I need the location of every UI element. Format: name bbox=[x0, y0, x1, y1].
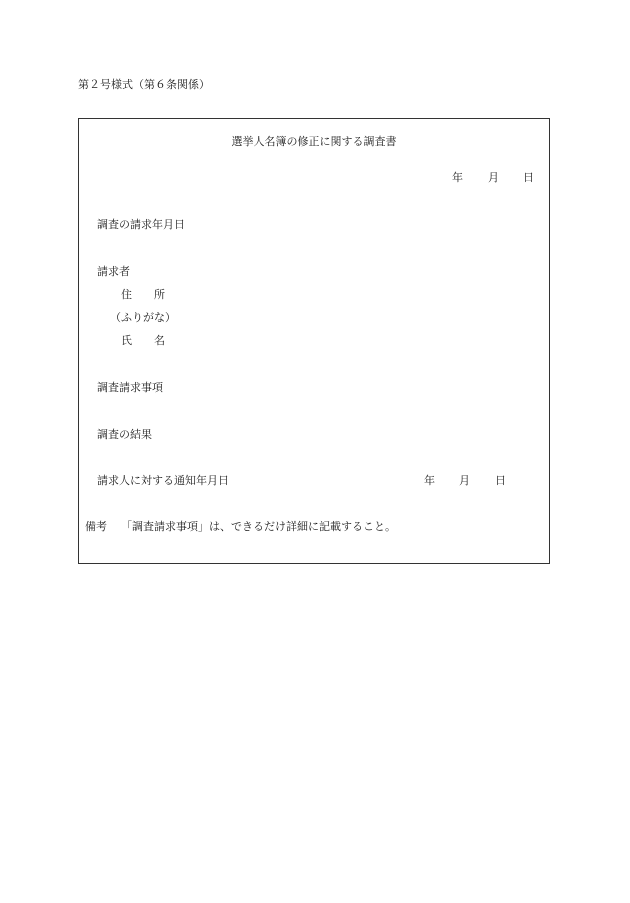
header-date-month: 月 bbox=[488, 171, 499, 184]
form-box bbox=[78, 118, 550, 564]
notice-date-day: 日 bbox=[495, 474, 506, 487]
field-request-date: 調査の請求年月日 bbox=[97, 218, 185, 231]
field-requester: 請求者 bbox=[97, 265, 130, 278]
field-request-matters: 調査請求事項 bbox=[97, 381, 163, 394]
field-notice-date: 請求人に対する通知年月日 bbox=[97, 474, 229, 487]
form-title: 選挙人名簿の修正に関する調査書 bbox=[231, 135, 397, 148]
field-result: 調査の結果 bbox=[97, 428, 152, 441]
remarks-text: 「調査請求事項」は、できるだけ詳細に記載すること。 bbox=[121, 520, 396, 533]
form-number: 第２号様式（第６条関係） bbox=[78, 78, 210, 91]
notice-date-year: 年 bbox=[424, 474, 435, 487]
notice-date-month: 月 bbox=[459, 474, 470, 487]
remarks-label: 備考 bbox=[85, 520, 107, 533]
header-date-year: 年 bbox=[452, 171, 463, 184]
field-name: 氏 名 bbox=[121, 334, 165, 347]
field-address: 住 所 bbox=[121, 288, 165, 301]
header-date-day: 日 bbox=[523, 171, 534, 184]
field-furigana: （ふりがな） bbox=[110, 311, 176, 324]
